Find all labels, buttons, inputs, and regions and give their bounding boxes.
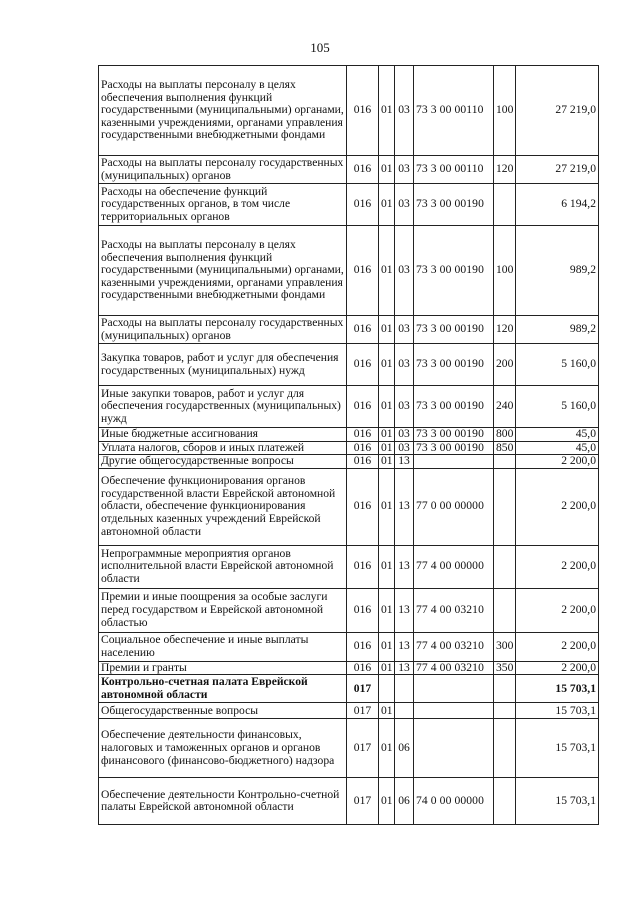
ministry-code: 016: [347, 386, 379, 428]
row-name: Обеспечение функционирования органов государственной власти Еврейской автономной области, обеспечение функционирования отдельных казенных учреждений Еврейской автономной области: [99, 468, 347, 545]
ministry-code: 016: [347, 632, 379, 661]
ministry-code: 017: [347, 675, 379, 703]
table-row: [99, 66, 599, 156]
ministry-code: 016: [347, 588, 379, 632]
target-article-code: [414, 675, 494, 703]
subsection-code: [395, 703, 414, 719]
row-name: Социальное обеспечение и иные выплаты населению: [99, 632, 347, 661]
section-code: 01: [379, 778, 395, 825]
subsection-code: 13: [395, 468, 414, 545]
target-article-code: [414, 719, 494, 778]
table-row: [99, 468, 599, 545]
section-code: 01: [379, 468, 395, 545]
expense-type-code: 100: [494, 66, 516, 156]
section-code: 01: [379, 226, 395, 316]
target-article-code: 73 3 00 00190: [414, 316, 494, 344]
row-name: Иные бюджетные ассигнования: [99, 428, 347, 442]
expense-type-code: [494, 703, 516, 719]
amount: 2 200,0: [516, 661, 599, 675]
amount: 2 200,0: [516, 545, 599, 588]
expense-type-code: [494, 184, 516, 226]
amount: 2 200,0: [516, 632, 599, 661]
target-article-code: 77 4 00 03210: [414, 661, 494, 675]
section-code: 01: [379, 386, 395, 428]
expense-type-code: [494, 468, 516, 545]
ministry-code: 017: [347, 719, 379, 778]
expense-type-code: 350: [494, 661, 516, 675]
expense-type-code: 100: [494, 226, 516, 316]
amount: 45,0: [516, 428, 599, 442]
target-article-code: 74 0 00 00000: [414, 778, 494, 825]
budget-table: [98, 65, 599, 825]
expense-type-code: [494, 455, 516, 469]
subsection-code: 03: [395, 156, 414, 184]
ministry-code: 016: [347, 468, 379, 545]
ministry-code: 016: [347, 184, 379, 226]
subsection-code: 03: [395, 66, 414, 156]
ministry-code: 016: [347, 545, 379, 588]
row-name: Общегосударственные вопросы: [99, 703, 347, 719]
row-name: Закупка товаров, работ и услуг для обеспечения государственных (муниципальных) нужд: [99, 344, 347, 386]
amount: 2 200,0: [516, 455, 599, 469]
row-name: Иные закупки товаров, работ и услуг для обеспечения государственных (муниципальных) нужд: [99, 386, 347, 428]
subsection-code: 13: [395, 632, 414, 661]
section-code: 01: [379, 545, 395, 588]
row-name: Расходы на выплаты персоналу в целях обеспечения выполнения функций государственными (муниципальными) органами, казенными учреждениями, органами управления государственными внебюджетными фондами: [99, 66, 347, 156]
amount: 989,2: [516, 226, 599, 316]
section-code: 01: [379, 441, 395, 455]
section-code: 01: [379, 344, 395, 386]
amount: 5 160,0: [516, 386, 599, 428]
row-name: Расходы на выплаты персоналу в целях обеспечения выполнения функций государственными (муниципальными) органами, казенными учреждениями, органами управления государственными внебюджетными фондами: [99, 226, 347, 316]
section-code: 01: [379, 316, 395, 344]
page-number: 105: [310, 40, 330, 55]
row-name: Расходы на обеспечение функций государственных органов, в том числе территориальных органов: [99, 184, 347, 226]
ministry-code: 016: [347, 226, 379, 316]
row-name: Премии и иные поощрения за особые заслуги перед государством и Еврейской автономной областью: [99, 588, 347, 632]
ministry-code: 016: [347, 66, 379, 156]
table-row: [99, 226, 599, 316]
expense-type-code: 120: [494, 316, 516, 344]
target-article-code: 77 4 00 03210: [414, 588, 494, 632]
amount: 6 194,2: [516, 184, 599, 226]
ministry-code: 016: [347, 455, 379, 469]
target-article-code: 73 3 00 00190: [414, 428, 494, 442]
subsection-code: 03: [395, 441, 414, 455]
table-row: [99, 719, 599, 778]
target-article-code: 77 0 00 00000: [414, 468, 494, 545]
amount: 2 200,0: [516, 588, 599, 632]
section-code: 01: [379, 455, 395, 469]
row-name: Премии и гранты: [99, 661, 347, 675]
table-body: [99, 66, 599, 825]
row-name: Обеспечение деятельности финансовых, налоговых и таможенных органов и органов финансового (финансово-бюджетного) надзора: [99, 719, 347, 778]
expense-type-code: [494, 588, 516, 632]
amount: 15 703,1: [516, 675, 599, 703]
ministry-code: 016: [347, 344, 379, 386]
table-row: [99, 344, 599, 386]
expense-type-code: [494, 545, 516, 588]
section-code: 01: [379, 66, 395, 156]
table-row: [99, 428, 599, 442]
amount: 27 219,0: [516, 156, 599, 184]
target-article-code: 77 4 00 00000: [414, 545, 494, 588]
section-code: 01: [379, 661, 395, 675]
expense-type-code: [494, 719, 516, 778]
expense-type-code: [494, 675, 516, 703]
section-code: 01: [379, 632, 395, 661]
amount: 2 200,0: [516, 468, 599, 545]
subsection-code: 03: [395, 428, 414, 442]
ministry-code: 017: [347, 778, 379, 825]
target-article-code: 73 3 00 00110: [414, 66, 494, 156]
table-row: [99, 386, 599, 428]
table-row: [99, 184, 599, 226]
row-name: Другие общегосударственные вопросы: [99, 455, 347, 469]
ministry-code: 016: [347, 441, 379, 455]
expense-type-code: 800: [494, 428, 516, 442]
amount: 27 219,0: [516, 66, 599, 156]
table-row: [99, 455, 599, 469]
table-row: [99, 675, 599, 703]
target-article-code: 77 4 00 03210: [414, 632, 494, 661]
row-name: Обеспечение деятельности Контрольно-счетной палаты Еврейской автономной области: [99, 778, 347, 825]
expense-type-code: 300: [494, 632, 516, 661]
table-row: [99, 632, 599, 661]
subsection-code: 03: [395, 386, 414, 428]
subsection-code: 13: [395, 545, 414, 588]
section-code: 01: [379, 588, 395, 632]
expense-type-code: [494, 778, 516, 825]
expense-type-code: 200: [494, 344, 516, 386]
target-article-code: 73 3 00 00190: [414, 386, 494, 428]
section-code: 01: [379, 156, 395, 184]
row-name: Расходы на выплаты персоналу государственных (муниципальных) органов: [99, 316, 347, 344]
amount: 15 703,1: [516, 703, 599, 719]
row-name: Расходы на выплаты персоналу государственных (муниципальных) органов: [99, 156, 347, 184]
table-row: [99, 661, 599, 675]
amount: 15 703,1: [516, 719, 599, 778]
ministry-code: 017: [347, 703, 379, 719]
target-article-code: 73 3 00 00190: [414, 226, 494, 316]
subsection-code: 06: [395, 778, 414, 825]
ministry-code: 016: [347, 156, 379, 184]
table-row: [99, 703, 599, 719]
target-article-code: 73 3 00 00190: [414, 344, 494, 386]
expense-type-code: 240: [494, 386, 516, 428]
subsection-code: 03: [395, 344, 414, 386]
target-article-code: [414, 455, 494, 469]
subsection-code: 13: [395, 588, 414, 632]
table-row: [99, 156, 599, 184]
target-article-code: 73 3 00 00190: [414, 184, 494, 226]
amount: 15 703,1: [516, 778, 599, 825]
target-article-code: 73 3 00 00190: [414, 441, 494, 455]
section-code: 01: [379, 428, 395, 442]
table-row: [99, 588, 599, 632]
subsection-code: 03: [395, 226, 414, 316]
amount: 45,0: [516, 441, 599, 455]
table-row: [99, 316, 599, 344]
row-name: Непрограммные мероприятия органов исполнительной власти Еврейской автономной области: [99, 545, 347, 588]
row-name: Уплата налогов, сборов и иных платежей: [99, 441, 347, 455]
target-article-code: [414, 703, 494, 719]
subsection-code: [395, 675, 414, 703]
section-code: [379, 675, 395, 703]
expense-type-code: 120: [494, 156, 516, 184]
subsection-code: 13: [395, 455, 414, 469]
table-row: [99, 441, 599, 455]
section-code: 01: [379, 184, 395, 226]
subsection-code: 03: [395, 184, 414, 226]
subsection-code: 06: [395, 719, 414, 778]
ministry-code: 016: [347, 661, 379, 675]
target-article-code: 73 3 00 00110: [414, 156, 494, 184]
section-code: 01: [379, 719, 395, 778]
table-row: [99, 545, 599, 588]
expense-type-code: 850: [494, 441, 516, 455]
table-row: [99, 778, 599, 825]
ministry-code: 016: [347, 316, 379, 344]
amount: 5 160,0: [516, 344, 599, 386]
subsection-code: 03: [395, 316, 414, 344]
section-code: 01: [379, 703, 395, 719]
ministry-code: 016: [347, 428, 379, 442]
subsection-code: 13: [395, 661, 414, 675]
amount: 989,2: [516, 316, 599, 344]
row-name: Контрольно-счетная палата Еврейской автономной области: [99, 675, 347, 703]
